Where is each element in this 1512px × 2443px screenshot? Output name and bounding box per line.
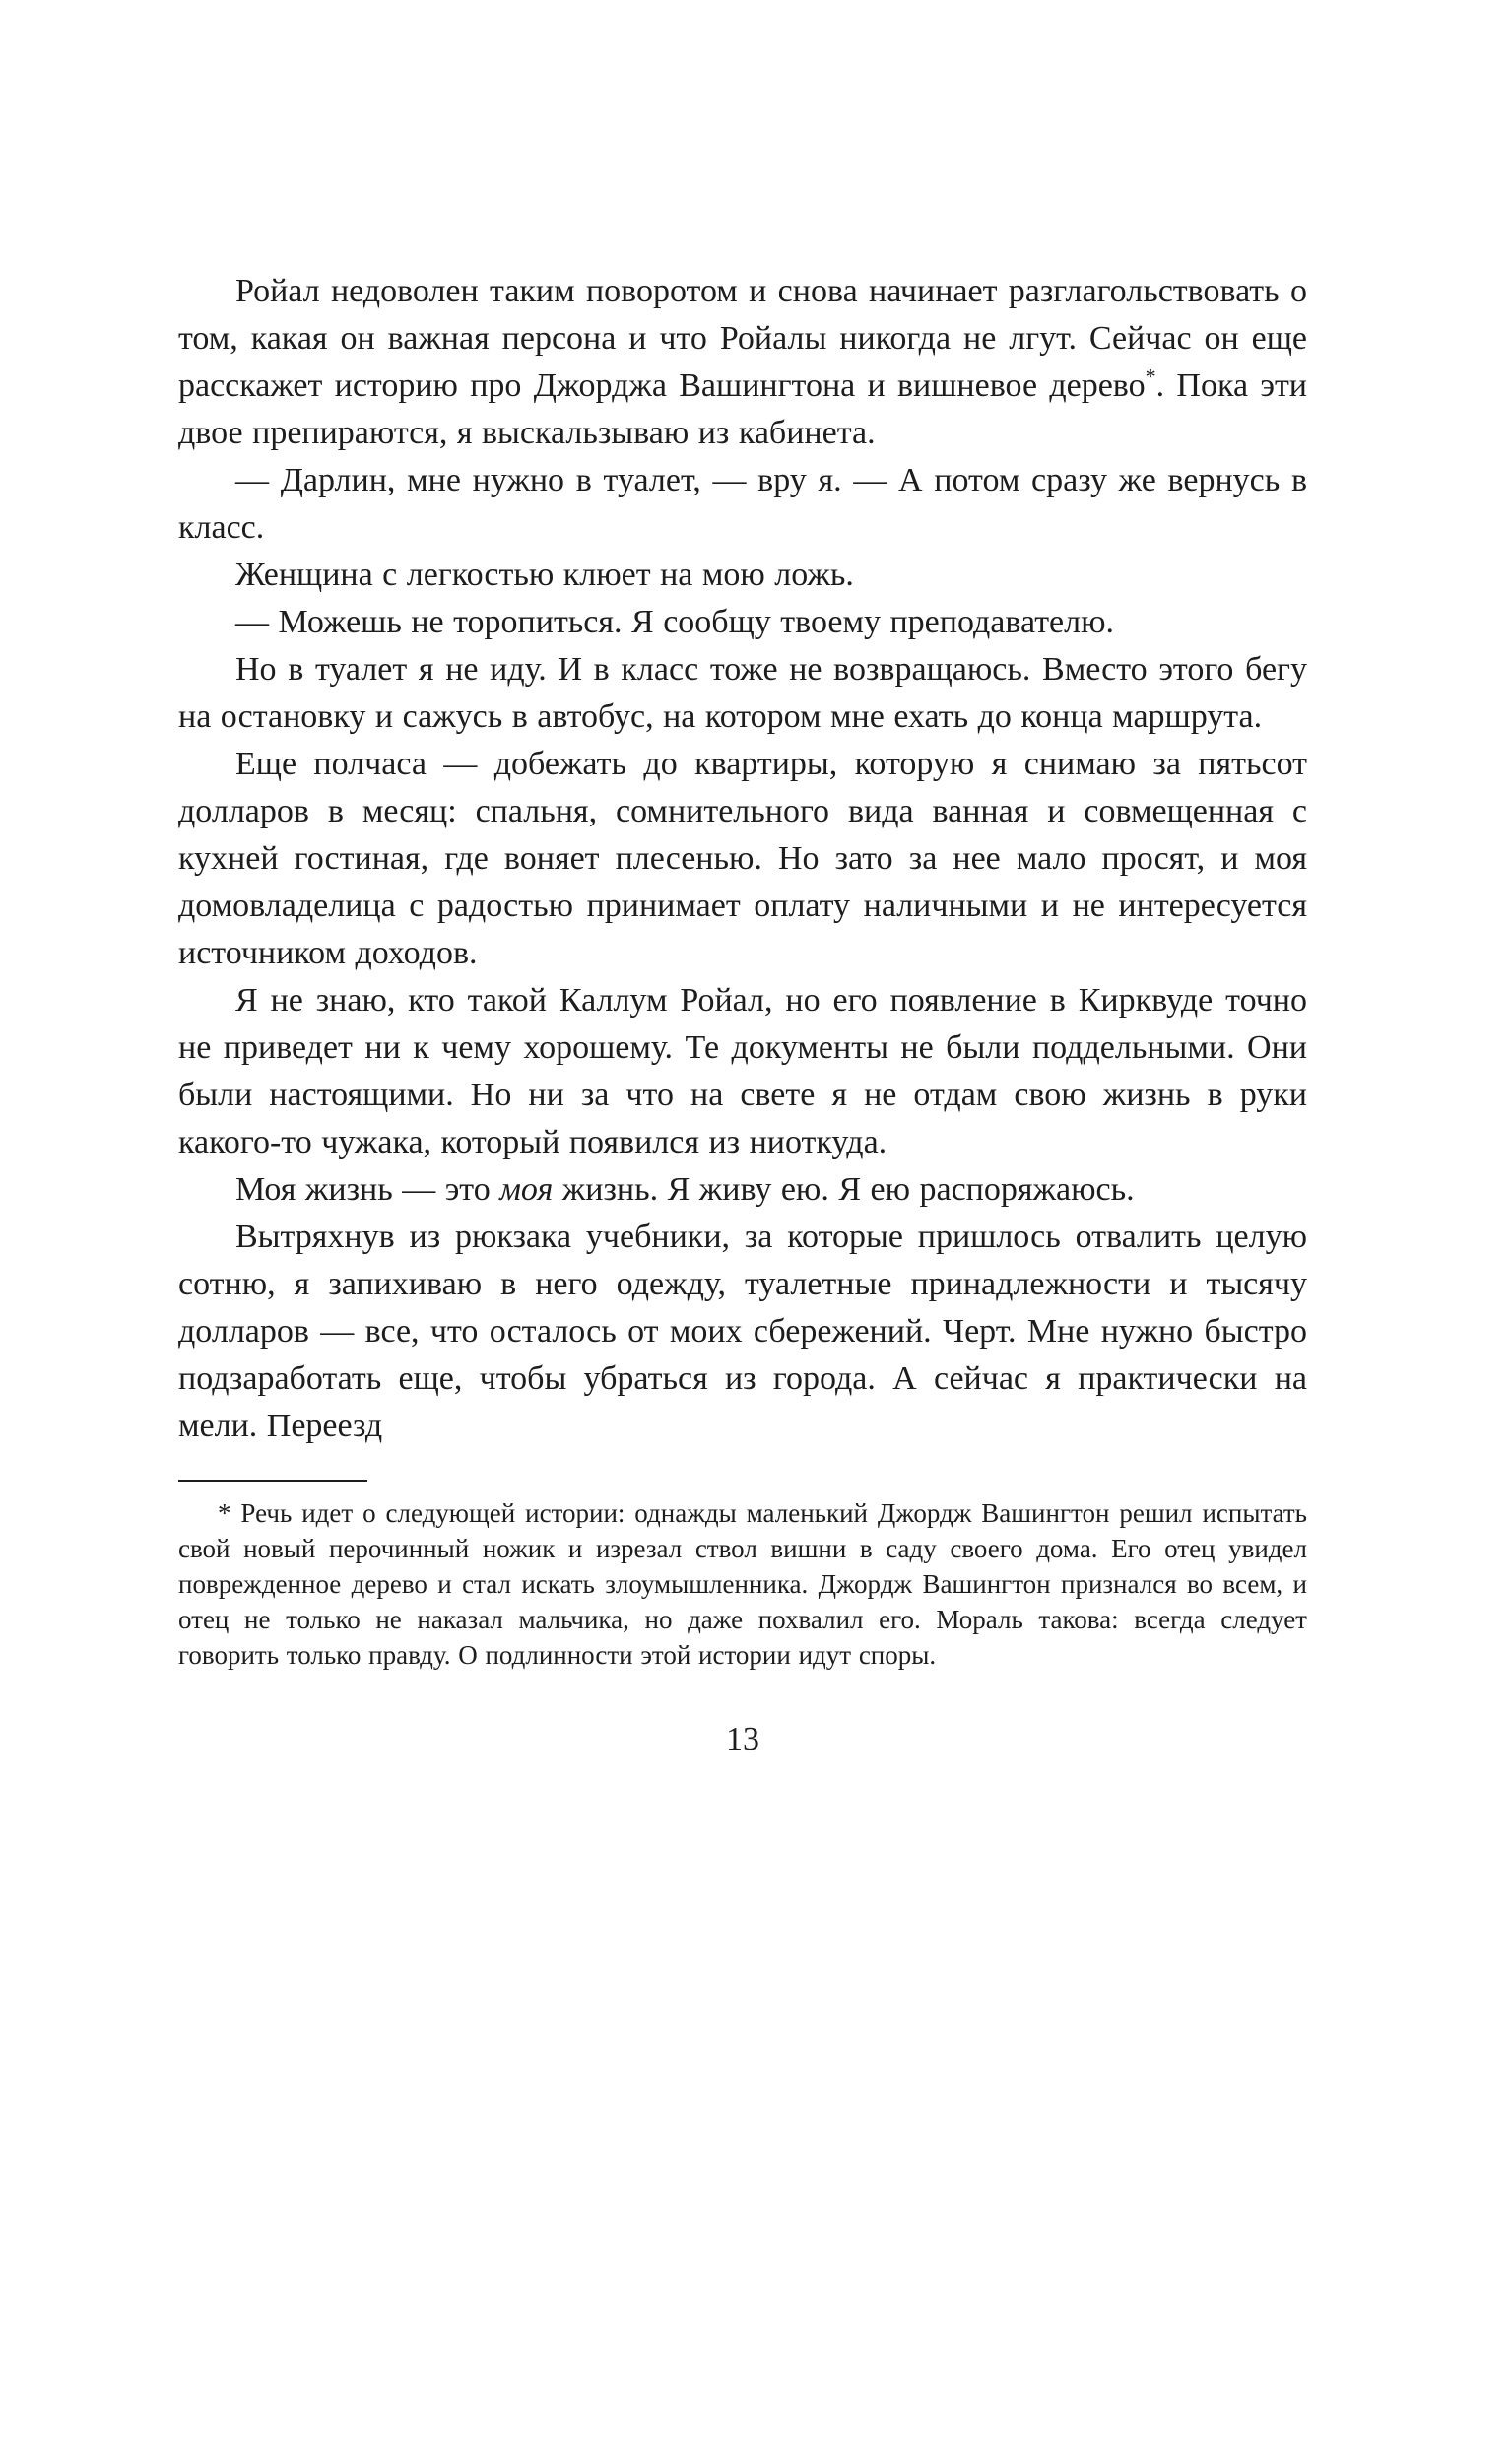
body-paragraphs [178, 268, 1307, 1450]
paragraph: Ройал недоволен таким поворотом и снова начинает разглагольствовать о том, какая он важная персона и что Ройалы никогда не лгут. Сейчас он еще расскажет историю про Джорджа Вашингтона и вишневое дерево*. Пока эти двое препираются, я выскальзываю из кабинета. [178, 273, 1308, 451]
paragraph: Моя жизнь — это моя жизнь. Я живу ею. Я ею распоряжаюсь. [235, 1171, 1135, 1208]
paragraph: — Дарлин, мне нужно в туалет, — вру я. — А потом сразу же вернусь в класс. [178, 462, 1307, 546]
paragraph: Еще полчаса — добежать до квартиры, которую я снимаю за пятьсот долларов в месяц: спальня, сомнительного вида ванная и совмещенная с кухней гостиная, где воняет плесенью. Но зато за нее мало просят, и моя домовладелица с радостью принимает оплату наличными и не интересуется источником доходов. [178, 746, 1307, 971]
paragraph: Вытряхнув из рюкзака учебники, за которые пришлось отвалить целую сотню, я запихиваю в него одежду, туалетные принадлежности и тысячу долларов — все, что осталось от моих сбережений. Черт. Мне нужно быстро подзаработать еще, чтобы убраться из города. А сейчас я практически на мели. Переезд [178, 1219, 1307, 1444]
paragraph: — Можешь не торопиться. Я сообщу твоему преподавателю. [235, 604, 1115, 640]
page-number: 13 [726, 1721, 759, 1757]
paragraph: Женщина с легкостью клюет на мою ложь. [235, 557, 854, 593]
paragraph: Я не знаю, кто такой Каллум Ройал, но его появление в Кирквуде точно не приведет ни к чему хорошему. Те документы не были поддельными. Они были настоящими. Но ни за что на свете я не отдам свою жизнь в руки какого-то чужака, который появился из ниоткуда. [178, 982, 1307, 1160]
paragraph: Но в туалет я не иду. И в класс тоже не возвращаюсь. Вместо этого бегу на остановку и сажусь в автобус, на котором мне ехать до конца маршрута. [178, 651, 1307, 735]
footnote [178, 1495, 1307, 1673]
page-text [178, 268, 1307, 1763]
footnote-separator [178, 1480, 367, 1482]
footnote-text: * Речь идет о следующей истории: однажды маленький Джордж Вашингтон решил испытать свой новый перочинный ножик и изрезал ствол вишни в саду своего дома. Его отец увидел поврежденное дерево и стал искать злоумышленника. Джордж Вашингтон признался во всем, и отец не только не наказал мальчика, но даже похвалил его. Мораль такова: всегда следует говорить только правду. О подлинности этой истории идут споры. [178, 1498, 1307, 1670]
